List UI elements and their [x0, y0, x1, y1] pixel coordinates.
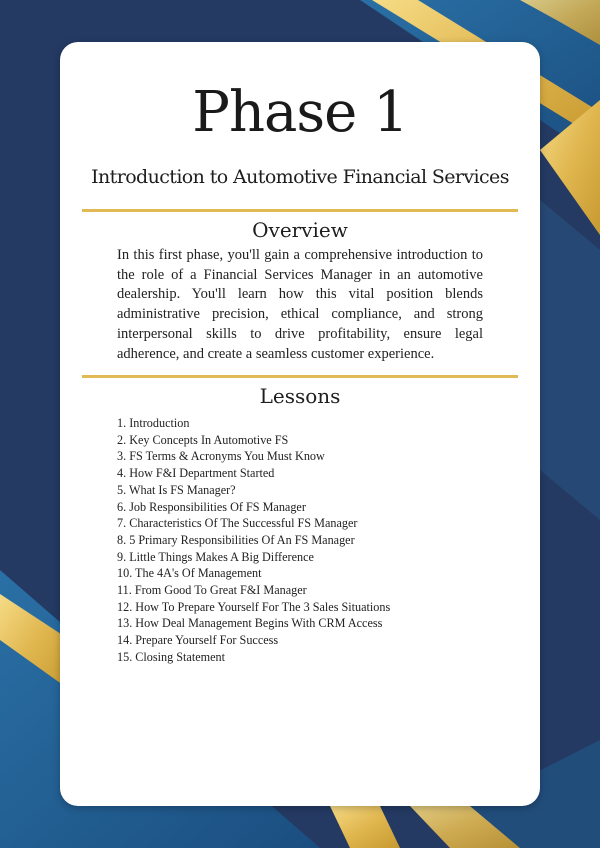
right-blue-panel [540, 200, 600, 520]
lesson-item: 13. How Deal Management Begins With CRM Access [117, 616, 383, 631]
lesson-item: 5. What Is FS Manager? [117, 482, 236, 497]
overview-paragraph: In this first phase, you'll gain a comprehensive introduction to the role of a Financial Services Manager in an automotive dealership. You'll learn how this vital position blends administrative precision, ethical compliance, and strong interpersonal skills to drive profitability, ensure legal adherence, and create a seamless customer experience. [117, 247, 483, 362]
lesson-item: 14. Prepare Yourself For Success [117, 633, 279, 648]
lesson-item: 8. 5 Primary Responsibilities Of An FS Manager [117, 532, 355, 547]
lesson-item: 12. How To Prepare Yourself For The 3 Sales Situations [117, 599, 391, 614]
page-title: Phase 1 [192, 80, 408, 145]
lesson-item: 3. FS Terms & Acronyms You Must Know [117, 449, 325, 464]
content-card [60, 42, 540, 806]
gold-divider [82, 209, 518, 212]
lesson-item: 15. Closing Statement [117, 649, 225, 664]
lesson-item: 9. Little Things Makes A Big Difference [117, 549, 314, 564]
lesson-item: 10. The 4A's Of Management [117, 566, 262, 581]
gold-divider [82, 375, 518, 378]
overview-heading: Overview [252, 218, 348, 242]
page-subtitle: Introduction to Automotive Financial Services [91, 166, 509, 188]
lesson-item: 7. Characteristics Of The Successful FS Manager [117, 516, 358, 531]
lesson-item: 11. From Good To Great F&I Manager [117, 583, 307, 598]
lessons-list [117, 415, 390, 666]
lessons-heading: Lessons [259, 384, 341, 408]
lesson-item: 6. Job Responsibilities Of FS Manager [117, 499, 306, 514]
lesson-item: 1. Introduction [117, 416, 190, 430]
lesson-item: 4. How F&I Department Started [117, 466, 275, 481]
lesson-item: 2. Key Concepts In Automotive FS [117, 432, 289, 447]
